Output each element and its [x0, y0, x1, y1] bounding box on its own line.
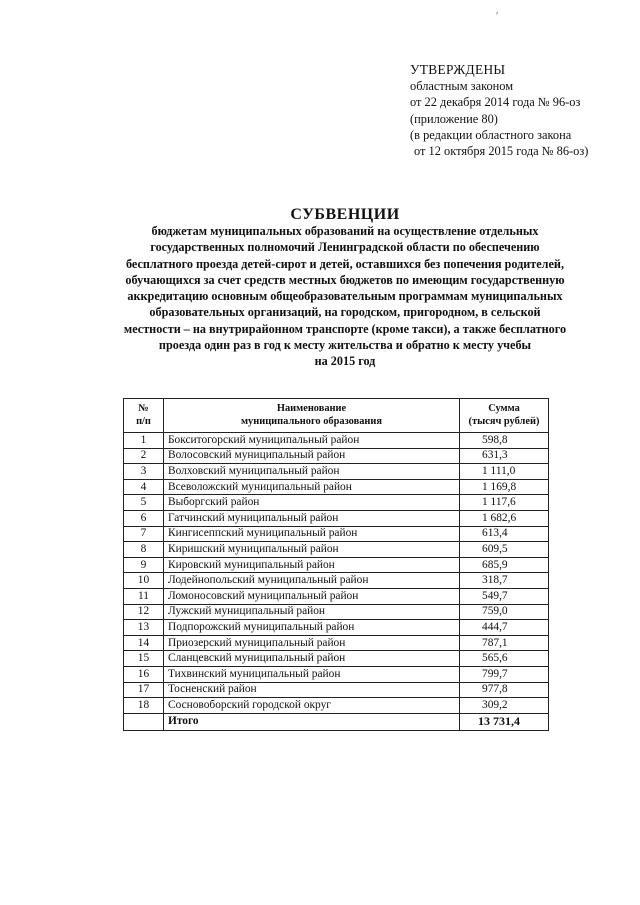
row-number: 14	[124, 635, 164, 651]
subtitle-line: на 2015 год	[314, 354, 376, 369]
row-name: Тихвинский муниципальный район	[164, 666, 460, 682]
subtitle-line: бюджетам муниципальных образований на осуществление отдельных	[151, 224, 539, 238]
header-name	[164, 399, 460, 433]
subtitle-line: бесплатного проезда детей-сирот и детей, оставшихся без попечения родителей,	[125, 256, 565, 271]
row-number: 1	[124, 433, 164, 449]
row-name: Кировский муниципальный район	[164, 557, 460, 573]
row-number: 5	[124, 495, 164, 511]
total-sum: 13 731,4	[460, 713, 549, 730]
table-row	[124, 479, 549, 495]
row-name: Сосновоборский городской округ	[164, 698, 460, 714]
row-sum: 1 117,6	[460, 495, 549, 511]
header-sum-line: (тысяч рублей)	[468, 415, 540, 427]
row-name: Бокситогорский муниципальный район	[164, 433, 460, 449]
total-row	[124, 713, 549, 730]
table-row	[124, 698, 549, 714]
header-name-line: Наименование	[276, 403, 347, 414]
row-number: 15	[124, 651, 164, 667]
row-name: Приозерский муниципальный район	[164, 635, 460, 651]
row-sum: 549,7	[460, 588, 549, 604]
row-name: Кингисеппский муниципальный район	[164, 526, 460, 542]
row-number: 2	[124, 448, 164, 464]
approval-line: от 12 октября 2015 года № 86-оз)	[414, 144, 589, 159]
row-sum: 685,9	[460, 557, 549, 573]
row-name: Волховский муниципальный район	[164, 464, 460, 480]
row-number: 8	[124, 542, 164, 558]
table-row	[124, 588, 549, 604]
document-title: СУБВЕНЦИИ	[290, 206, 400, 223]
row-number: 9	[124, 557, 164, 573]
row-number: 12	[124, 604, 164, 620]
approval-block	[410, 62, 635, 159]
row-sum: 631,3	[460, 448, 549, 464]
table-row	[124, 433, 549, 449]
header-number	[124, 399, 164, 433]
table-row	[124, 495, 549, 511]
row-number: 16	[124, 666, 164, 682]
row-name: Тосненский район	[164, 682, 460, 698]
row-sum: 609,5	[460, 542, 549, 558]
table-row	[124, 464, 549, 480]
row-sum: 759,0	[460, 604, 549, 620]
row-sum: 977,8	[460, 682, 549, 698]
row-name: Всеволожский муниципальный район	[164, 479, 460, 495]
table-row	[124, 635, 549, 651]
table-row	[124, 526, 549, 542]
approval-heading: УТВЕРЖДЕНЫ	[410, 62, 506, 77]
row-name: Лодейнопольский муниципальный район	[164, 573, 460, 589]
table-row	[124, 682, 549, 698]
table-row	[124, 542, 549, 558]
row-name: Волосовский муниципальный район	[164, 448, 460, 464]
row-sum: 598,8	[460, 433, 549, 449]
row-sum: 787,1	[460, 635, 549, 651]
scan-mark-top: ʹ	[496, 10, 499, 22]
row-sum: 799,7	[460, 666, 549, 682]
total-label: Итого	[164, 713, 460, 730]
header-number-line: п/п	[136, 415, 151, 427]
table-body	[124, 433, 549, 731]
row-number: 7	[124, 526, 164, 542]
row-sum: 444,7	[460, 620, 549, 636]
subtitle-line: образовательных организаций, на городском, пригородном, в сельской	[149, 305, 541, 320]
row-sum: 309,2	[460, 698, 549, 714]
header-sum-line: Сумма	[488, 403, 520, 414]
row-number: 6	[124, 510, 164, 526]
row-sum: 565,6	[460, 651, 549, 667]
row-name: Киришский муниципальный район	[164, 542, 460, 558]
table-header-row	[124, 399, 549, 433]
subventions-table	[123, 398, 549, 731]
row-name: Ломоносовский муниципальный район	[164, 588, 460, 604]
table-row	[124, 510, 549, 526]
row-number: 17	[124, 682, 164, 698]
table-row	[124, 666, 549, 682]
table-row	[124, 448, 549, 464]
row-number: 13	[124, 620, 164, 636]
table-row	[124, 573, 549, 589]
approval-line: от 22 декабря 2014 года № 96-оз	[410, 95, 581, 110]
row-sum: 318,7	[460, 573, 549, 589]
approval-line: (приложение 80)	[410, 111, 498, 126]
row-sum: 613,4	[460, 526, 549, 542]
row-name: Подпорожский муниципальный район	[164, 620, 460, 636]
approval-line: областным законом	[410, 79, 514, 94]
row-name: Сланцевский муниципальный район	[164, 651, 460, 667]
header-name-line: муниципального образования	[240, 415, 383, 427]
subtitle-line: обучающихся за счет средств местных бюджетов по имеющим государственную	[125, 272, 565, 287]
subtitle-line: местности – на внутрирайонном транспорте (кроме такси), а также бесплатного	[123, 321, 567, 336]
row-number: 11	[124, 588, 164, 604]
approval-line: (в редакции областного закона	[410, 127, 572, 142]
table-row	[124, 557, 549, 573]
total-number-cell	[124, 713, 164, 730]
table-row	[124, 620, 549, 636]
document-subtitle	[95, 223, 595, 370]
subtitle-line: аккредитацию основным общеобразовательным программам муниципальных	[127, 289, 563, 304]
row-number: 18	[124, 698, 164, 714]
header-number-line: №	[138, 403, 149, 414]
row-name: Лужский муниципальный район	[164, 604, 460, 620]
subtitle-line: государственных полномочий Ленинградской области по обеспечению	[150, 240, 540, 255]
table-row	[124, 604, 549, 620]
table-row	[124, 651, 549, 667]
row-name: Выборгский район	[164, 495, 460, 511]
row-name: Гатчинский муниципальный район	[164, 510, 460, 526]
row-sum: 1 169,8	[460, 479, 549, 495]
row-number: 3	[124, 464, 164, 480]
header-sum	[460, 399, 549, 433]
subtitle-line: проезда один раз в год к месту жительства и обратно к месту учебы	[158, 338, 532, 353]
row-number: 10	[124, 573, 164, 589]
row-number: 4	[124, 479, 164, 495]
row-sum: 1 111,0	[460, 464, 549, 480]
row-sum: 1 682,6	[460, 510, 549, 526]
